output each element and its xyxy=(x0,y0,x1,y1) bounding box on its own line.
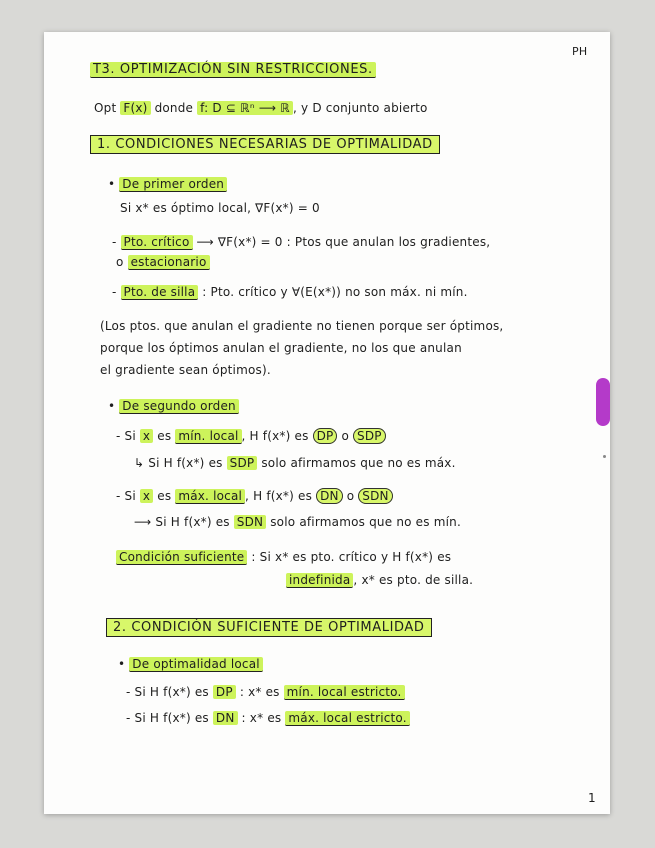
section2-heading: 2. CONDICIÓN SUFICIENTE DE OPTIMALIDAD xyxy=(106,620,432,636)
max-arrow-line: ⟶ Si H f(x*) es SDN solo afirmamos que no es mín. xyxy=(134,515,461,529)
ink-blot xyxy=(596,378,610,426)
estacionario-line: o estacionario xyxy=(116,254,210,270)
sufficient-line-2: indefinida , x* es pto. de silla. xyxy=(286,572,473,588)
max-local-line: - Si x es máx. local , H f(x*) es DN o SDN xyxy=(116,488,393,504)
section1-heading: 1. CONDICIONES NECESARIAS DE OPTIMALIDAD xyxy=(90,137,440,153)
strict-min-line: - Si H f(x*) es DP : x* es mín. local estricto. xyxy=(126,684,405,700)
note-line-2: porque los óptimos anulan el gradiente, no los que anulan xyxy=(100,341,462,355)
punto-silla-line: - Pto. de silla : Pto. crítico y ∀(E(x*)) no son máx. ni mín. xyxy=(112,285,468,299)
second-order-heading: • De segundo orden xyxy=(108,398,239,414)
first-order-line: Si x* es óptimo local, ∇F(x*) = 0 xyxy=(120,201,320,215)
min-arrow-line: ↳ Si H f(x*) es SDP solo afirmamos que no es máx. xyxy=(134,456,456,470)
corner-initials: PH xyxy=(572,45,588,58)
first-order-heading: • De primer orden xyxy=(108,176,227,192)
ink-dot xyxy=(603,455,606,458)
local-optimality-heading: • De optimalidad local xyxy=(118,656,263,672)
note-line-3: el gradiente sean óptimos). xyxy=(100,363,271,377)
page-title: T3. OPTIMIZACIÓN SIN RESTRICCIONES. xyxy=(90,62,376,78)
note-line-1: (Los ptos. que anulan el gradiente no tienen porque ser óptimos, xyxy=(100,319,504,333)
sufficient-line-1: Condición suficiente : Si x* es pto. crítico y H f(x*) es xyxy=(116,549,451,565)
intro-line: Opt F(x) donde f: D ⊆ ℝⁿ ⟶ ℝ , y D conjunto abierto xyxy=(94,101,428,115)
strict-max-line: - Si H f(x*) es DN : x* es máx. local estricto. xyxy=(126,710,410,726)
page-number: 1 xyxy=(588,791,596,805)
min-local-line: - Si x es mín. local , H f(x*) es DP o SDP xyxy=(116,428,386,444)
punto-critico-line: - Pto. crítico ⟶ ∇F(x*) = 0 : Ptos que anulan los gradientes, xyxy=(112,235,491,249)
